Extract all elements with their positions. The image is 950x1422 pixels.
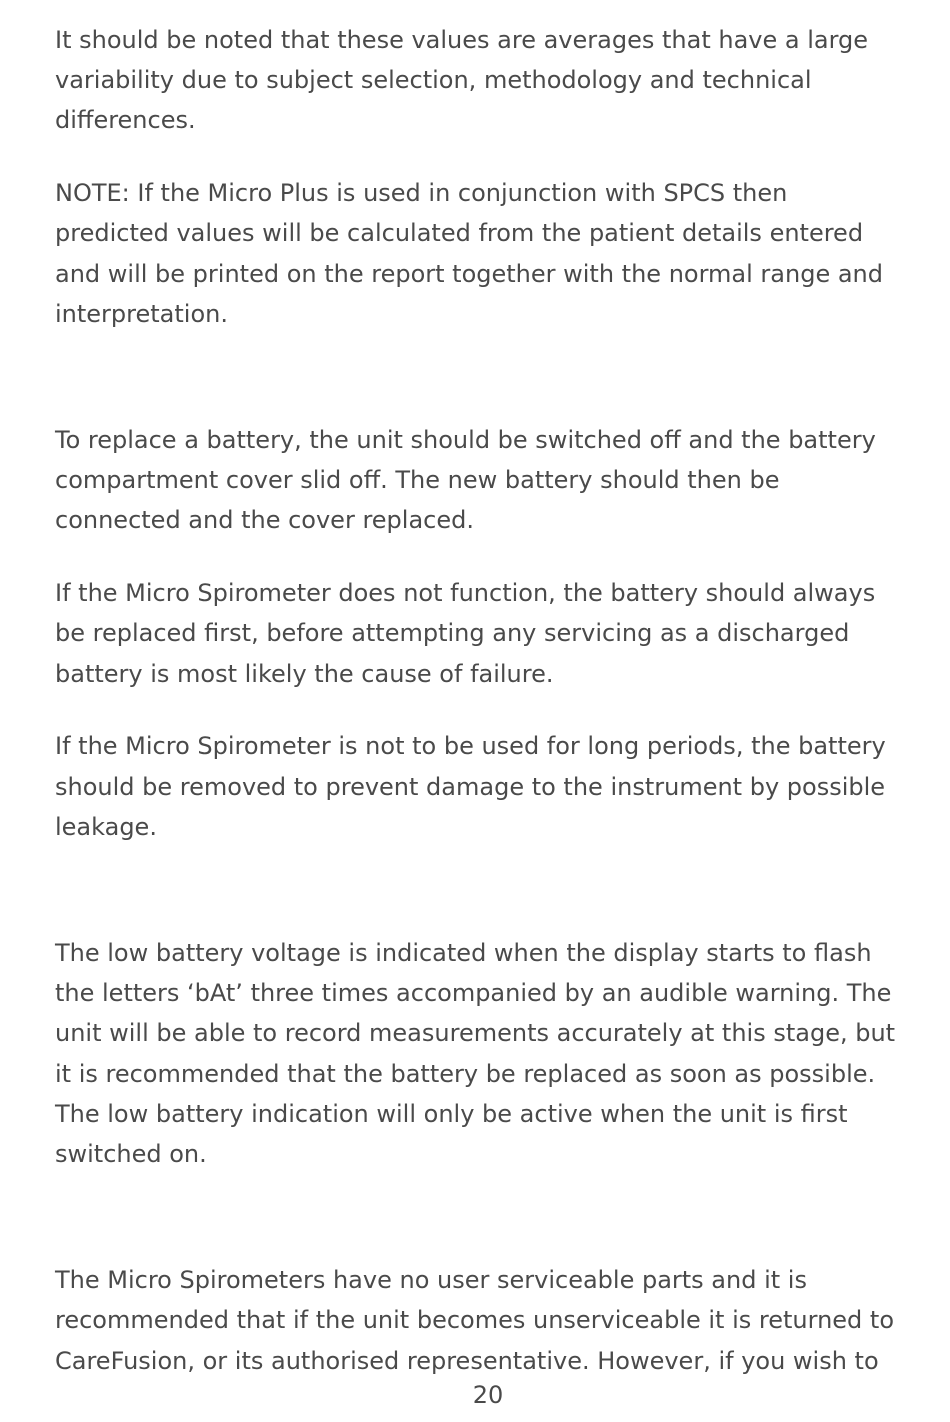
text-line: To replace a battery, the unit should be switched off and the battery xyxy=(55,426,876,454)
text-line: interpretation. xyxy=(55,300,228,328)
text-line: battery is most likely the cause of failure. xyxy=(55,660,554,688)
text-line: unit will be able to record measurements accurately at this stage, but xyxy=(55,1019,896,1047)
text-line: variability due to subject selection, methodology and technical xyxy=(55,66,812,94)
text-line: recommended that if the unit becomes unserviceable it is returned to xyxy=(55,1306,895,1334)
text-line: it is recommended that the battery be replaced as soon as possible. xyxy=(55,1060,876,1088)
text-line: It should be noted that these values are averages that have a large xyxy=(55,26,869,54)
text-line: The Micro Spirometers have no user serviceable parts and it is xyxy=(55,1266,807,1294)
text-line: compartment cover slid off. The new battery should then be xyxy=(55,466,780,494)
text-line: The low battery voltage is indicated when the display starts to flash xyxy=(55,939,872,967)
text-line: CareFusion, or its authorised representative. However, if you wish to xyxy=(55,1347,879,1375)
text-line: If the Micro Spirometer is not to be used for long periods, the battery xyxy=(55,732,886,760)
page-number: 20 xyxy=(472,1381,504,1409)
text-line: be replaced first, before attempting any servicing as a discharged xyxy=(55,619,850,647)
text-line: switched on. xyxy=(55,1140,207,1168)
text-line: If the Micro Spirometer does not function, the battery should always xyxy=(55,579,876,607)
text-line: differences. xyxy=(55,106,196,134)
text-line: and will be printed on the report together with the normal range and xyxy=(55,260,883,288)
text-line: predicted values will be calculated from the patient details entered xyxy=(55,219,864,247)
text-line: the letters ‘bAt’ three times accompanied by an audible warning. The xyxy=(55,979,892,1007)
text-line: connected and the cover replaced. xyxy=(55,506,474,534)
text-line: NOTE: If the Micro Plus is used in conjunction with SPCS then xyxy=(55,179,788,207)
text-line: The low battery indication will only be active when the unit is first xyxy=(55,1100,848,1128)
text-line: should be removed to prevent damage to the instrument by possible xyxy=(55,773,886,801)
text-line: leakage. xyxy=(55,813,157,841)
